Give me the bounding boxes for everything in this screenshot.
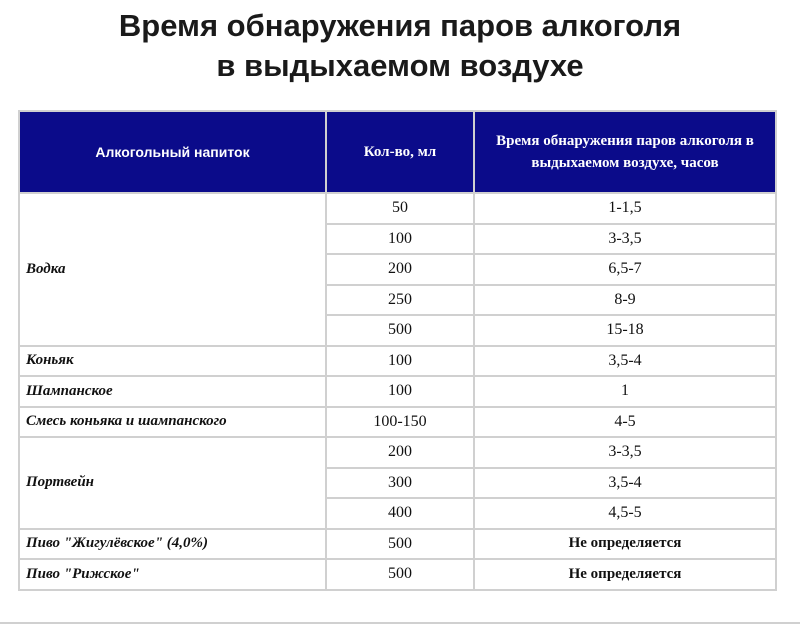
amount-cell: 50 <box>326 193 474 224</box>
amount-cell: 100-150 <box>326 407 474 438</box>
table-row <box>19 529 776 560</box>
page-title-line-2: в выдыхаемом воздухе <box>216 48 584 83</box>
table-row <box>19 193 776 224</box>
header-amount: Кол-во, мл <box>326 111 474 193</box>
amount-cell: 200 <box>326 437 474 468</box>
amount-cell: 100 <box>326 224 474 255</box>
amount-cell: 100 <box>326 346 474 377</box>
amount-cell: 200 <box>326 254 474 285</box>
time-cell: 4-5 <box>474 407 776 438</box>
table-row <box>19 376 776 407</box>
time-cell: 8-9 <box>474 285 776 316</box>
drink-cell: Смесь коньяка и шампанского <box>19 407 326 438</box>
table-header-row <box>19 111 776 193</box>
time-cell: 3-3,5 <box>474 437 776 468</box>
header-drink: Алкогольный напиток <box>19 111 326 193</box>
amount-cell: 500 <box>326 559 474 590</box>
time-cell: 3,5-4 <box>474 468 776 499</box>
page-title-line-1: Время обнаружения паров алкоголя <box>118 8 682 43</box>
table-row <box>19 559 776 590</box>
alcohol-detection-table <box>18 110 777 591</box>
time-cell: 15-18 <box>474 315 776 346</box>
amount-cell: 500 <box>326 315 474 346</box>
table-row <box>19 437 776 468</box>
header-time: Время обнаружения паров алкоголя в выдыхаемом воздухе, часов <box>474 111 776 193</box>
drink-cell: Пиво "Рижское" <box>19 559 326 590</box>
drink-cell: Портвейн <box>19 437 326 529</box>
drink-cell: Пиво "Жигулёвское" (4,0%) <box>19 529 326 560</box>
time-cell: 3,5-4 <box>474 346 776 377</box>
table-row <box>19 407 776 438</box>
bottom-divider <box>0 622 800 624</box>
drink-cell: Коньяк <box>19 346 326 377</box>
time-cell: 3-3,5 <box>474 224 776 255</box>
time-cell: 4,5-5 <box>474 498 776 529</box>
drink-cell: Водка <box>19 193 326 346</box>
time-cell: Не определяется <box>474 559 776 590</box>
amount-cell: 250 <box>326 285 474 316</box>
table-row <box>19 346 776 377</box>
time-cell: Не определяется <box>474 529 776 560</box>
amount-cell: 500 <box>326 529 474 560</box>
time-cell: 6,5-7 <box>474 254 776 285</box>
time-cell: 1 <box>474 376 776 407</box>
drink-cell: Шампанское <box>19 376 326 407</box>
amount-cell: 100 <box>326 376 474 407</box>
amount-cell: 400 <box>326 498 474 529</box>
page-title <box>0 6 800 86</box>
amount-cell: 300 <box>326 468 474 499</box>
time-cell: 1-1,5 <box>474 193 776 224</box>
